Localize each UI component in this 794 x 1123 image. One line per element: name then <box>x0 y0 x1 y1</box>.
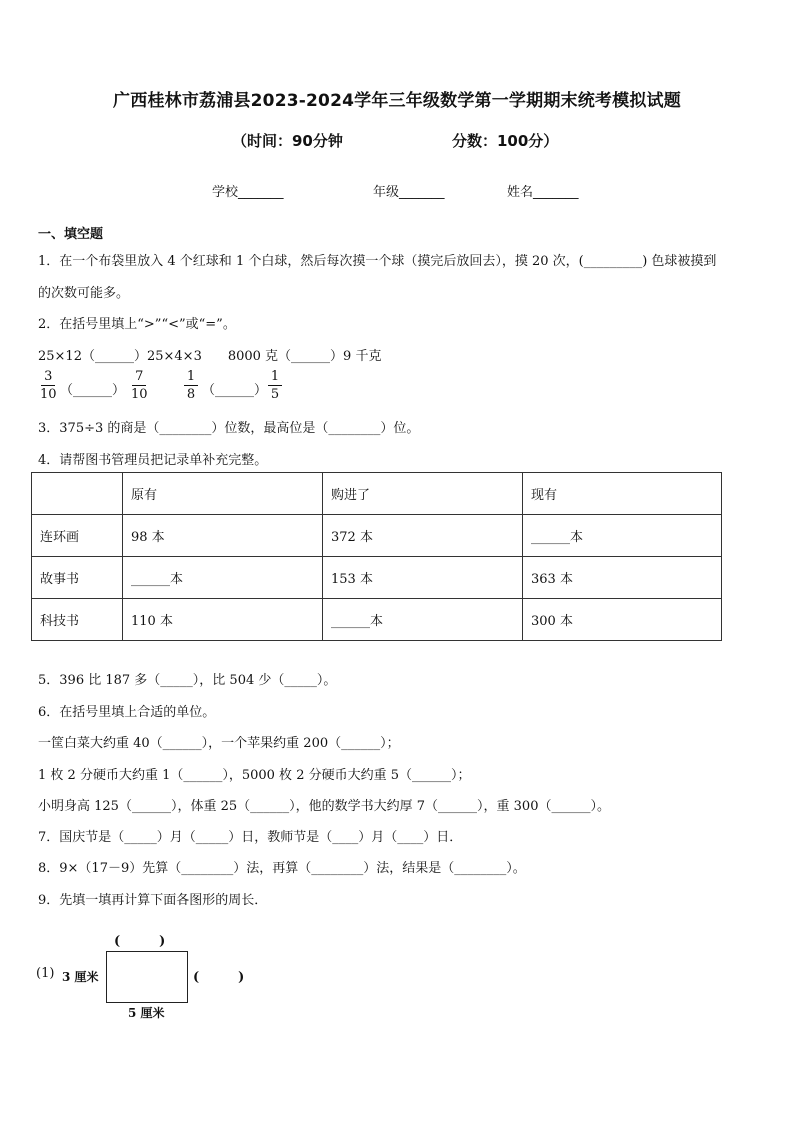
figure-right-paren: ( ) <box>193 970 245 985</box>
fraction-bar <box>132 385 146 386</box>
table-cell: ______本 <box>123 557 323 599</box>
fraction-bar <box>268 385 282 386</box>
grade-field: 年级_______ <box>373 185 445 200</box>
table-cell: 110 本 <box>123 599 323 641</box>
figure-top-paren: ( ) <box>114 934 166 949</box>
time-label: （时间：90分钟 <box>232 132 343 150</box>
table-header-row <box>32 473 722 515</box>
record-table <box>31 472 722 641</box>
question-4: 4．请帮图书管理员把记录单补充完整。 <box>38 453 268 468</box>
question-1-line-2: 的次数可能多。 <box>38 286 130 301</box>
table-header: 购进了 <box>323 473 523 515</box>
fraction-denominator: 10 <box>40 387 57 402</box>
name-field: 姓名_______ <box>507 185 579 200</box>
rectangle-shape <box>106 951 188 1003</box>
fraction-denominator: 8 <box>186 387 196 402</box>
question-6-line-3: 小明身高 125（______），体重 25（______），他的数学书大约厚 7（______），重 300（______）。 <box>38 799 610 814</box>
table-cell: ______本 <box>523 515 722 557</box>
table-cell: 98 本 <box>123 515 323 557</box>
blank-2: （______） <box>202 383 268 398</box>
fraction-7-10 <box>131 369 148 402</box>
section-heading: 一、填空题 <box>38 227 104 242</box>
fraction-1-5 <box>268 369 282 402</box>
question-6-line-2: 1 枚 2 分硬币大约重 1（______），5000 枚 2 分硬币大约重 5（______）； <box>38 768 471 783</box>
rectangle-figure <box>36 928 296 1028</box>
table-row <box>32 599 722 641</box>
table-cell: 363 本 <box>523 557 722 599</box>
fraction-3-10 <box>40 369 57 402</box>
question-3: 3．375÷3 的商是（________）位数，最高位是（________）位。 <box>38 421 420 436</box>
table-cell: 153 本 <box>323 557 523 599</box>
figure-bottom-label: 5 厘米 <box>128 1006 165 1020</box>
table-header <box>32 473 123 515</box>
score-label: 分数：100分） <box>452 132 559 150</box>
fraction-denominator: 5 <box>270 387 280 402</box>
school-field: 学校_______ <box>212 185 284 200</box>
fraction-numerator: 1 <box>186 369 196 384</box>
table-cell: 连环画 <box>32 515 123 557</box>
question-2-row-1: 25×12（______）25×4×3 8000 克（______）9 千克 <box>38 349 382 364</box>
question-9: 9．先填一填再计算下面各图形的周长． <box>38 893 268 908</box>
fraction-1-8 <box>184 369 198 402</box>
question-5: 5．396 比 187 多（_____），比 504 少（_____）。 <box>38 673 337 688</box>
fraction-numerator: 3 <box>44 369 53 384</box>
table-cell: 372 本 <box>323 515 523 557</box>
question-6: 6．在括号里填上合适的单位。 <box>38 705 216 720</box>
fraction-bar <box>41 385 55 386</box>
fraction-bar <box>184 385 198 386</box>
question-1-line-1: 1．在一个布袋里放入 4 个红球和 1 个白球，然后每次摸一个球（摸完后放回去），摸 20 次，(_________) 色球被摸到 <box>38 254 717 269</box>
fraction-denominator: 10 <box>131 387 148 402</box>
table-cell: 300 本 <box>523 599 722 641</box>
blank-1: （______） <box>60 383 126 398</box>
question-2: 2．在括号里填上“>”“<”或“=”。 <box>38 317 236 332</box>
table-header: 现有 <box>523 473 722 515</box>
fraction-numerator: 1 <box>270 369 280 384</box>
table-cell: 科技书 <box>32 599 123 641</box>
table-cell: 故事书 <box>32 557 123 599</box>
table-row <box>32 557 722 599</box>
figure-index: (1) <box>36 966 55 981</box>
question-7: 7．国庆节是（_____）月（_____）日，教师节是（____）月（____）日． <box>38 830 463 845</box>
question-8: 8．9×（17－9）先算（________）法，再算（________）法，结果是（________）。 <box>38 861 526 876</box>
fraction-numerator: 7 <box>135 369 144 384</box>
figure-left-label: 3 厘米 <box>62 970 99 984</box>
table-header: 原有 <box>123 473 323 515</box>
question-6-line-1: 一筐白菜大约重 40（______），一个苹果约重 200（______）； <box>38 736 400 751</box>
page-title: 广西桂林市荔浦县2023-2024学年三年级数学第一学期期末统考模拟试题 <box>113 91 681 111</box>
table-row <box>32 515 722 557</box>
table-cell: ______本 <box>323 599 523 641</box>
